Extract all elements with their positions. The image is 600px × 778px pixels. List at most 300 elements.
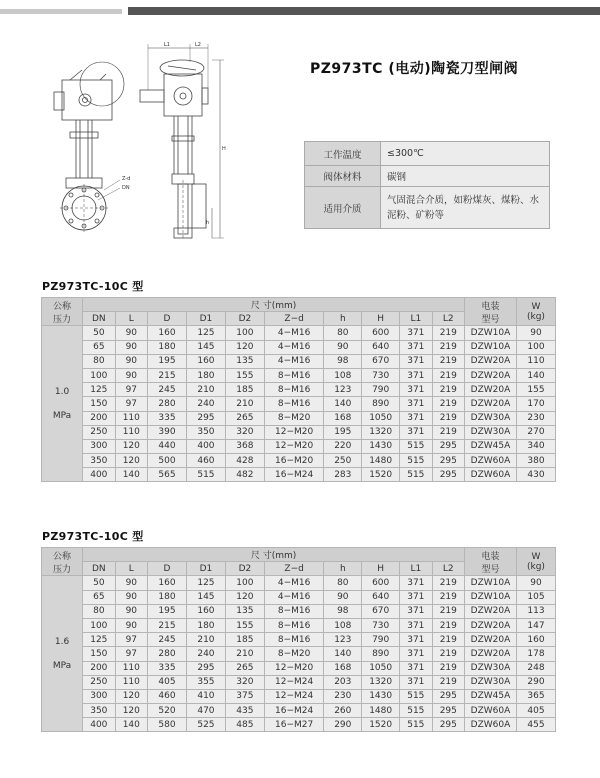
spec-row	[305, 166, 550, 187]
table-cell: DZW10A	[465, 590, 517, 604]
table-cell: 355	[186, 675, 225, 689]
table-cell: 180	[186, 368, 225, 382]
table-cell: 219	[432, 383, 464, 397]
table-cell: 230	[324, 689, 362, 703]
table-cell: DZW20A	[465, 618, 517, 632]
table-cell: 371	[400, 675, 432, 689]
table-cell: 90	[115, 340, 147, 354]
table-row	[42, 383, 556, 397]
table-row	[42, 439, 556, 453]
table-cell: 890	[362, 647, 400, 661]
table-cell: 245	[148, 633, 187, 647]
table-cell: 435	[225, 704, 264, 718]
spec-row	[305, 187, 550, 229]
table-cell: 16−M24	[264, 704, 324, 718]
column-header: L	[115, 312, 147, 326]
pressure-header	[42, 548, 83, 576]
table-cell: 295	[186, 661, 225, 675]
table-cell: 168	[324, 411, 362, 425]
table-cell: 8−M16	[264, 604, 324, 618]
pressure-cell	[42, 576, 83, 732]
table-cell: 400	[83, 718, 115, 732]
spec-value: ≤300℃	[381, 142, 550, 166]
table-cell: 400	[186, 439, 225, 453]
table-cell: 140	[516, 368, 555, 382]
actuator-header-line1: 电装	[481, 301, 500, 312]
spec-key: 阀体材料	[305, 166, 381, 187]
table-cell: 100	[83, 368, 115, 382]
table-cell: 195	[148, 354, 187, 368]
table-cell: DZW20A	[465, 368, 517, 382]
table-cell: 219	[432, 590, 464, 604]
table-cell: 8−M16	[264, 633, 324, 647]
table-cell: 219	[432, 397, 464, 411]
table-cell: DZW30A	[465, 425, 517, 439]
table-cell: 12−M24	[264, 689, 324, 703]
table-cell: 90	[115, 576, 147, 590]
table-cell: 195	[324, 425, 362, 439]
table-cell: 295	[432, 468, 464, 482]
table-cell: 160	[148, 326, 187, 340]
table-cell: DZW20A	[465, 647, 517, 661]
table-cell: 120	[115, 704, 147, 718]
table-cell: 155	[516, 383, 555, 397]
spec-key: 适用介质	[305, 187, 381, 229]
table-row	[42, 425, 556, 439]
table-cell: 4−M16	[264, 354, 324, 368]
table-cell: 730	[362, 618, 400, 632]
table-cell: 8−M16	[264, 368, 324, 382]
table-cell: 210	[225, 397, 264, 411]
table-cell: 240	[186, 397, 225, 411]
table-cell: 470	[186, 704, 225, 718]
table-cell: 8−M20	[264, 411, 324, 425]
actuator-header-line2: 型号	[481, 314, 500, 325]
table-cell: 260	[324, 704, 362, 718]
table-cell: 4−M16	[264, 340, 324, 354]
actuator-header-line2: 型号	[481, 564, 500, 575]
table-cell: DZW60A	[465, 704, 517, 718]
table-cell: 108	[324, 618, 362, 632]
column-header: L	[115, 562, 147, 576]
table-row	[42, 454, 556, 468]
table-cell: 110	[516, 354, 555, 368]
table-cell: 1430	[362, 439, 400, 453]
table-cell: 12−M20	[264, 425, 324, 439]
table-cell: 1520	[362, 718, 400, 732]
table-cell: DZW20A	[465, 633, 517, 647]
table-cell: 335	[148, 661, 187, 675]
table-cell: 219	[432, 633, 464, 647]
column-header: L2	[432, 562, 464, 576]
table-cell: 400	[83, 468, 115, 482]
table-cell: 98	[324, 604, 362, 618]
table-cell: 515	[400, 454, 432, 468]
table-cell: 120	[225, 340, 264, 354]
table-cell: 1480	[362, 454, 400, 468]
pressure-cell	[42, 326, 83, 482]
table-cell: 16−M24	[264, 468, 324, 482]
table-cell: 168	[324, 661, 362, 675]
table-cell: 200	[83, 661, 115, 675]
table-cell: 248	[516, 661, 555, 675]
table-cell: 250	[83, 675, 115, 689]
table-cell: 105	[516, 590, 555, 604]
table-cell: 140	[115, 718, 147, 732]
table-cell: 371	[400, 368, 432, 382]
column-header: L1	[400, 562, 432, 576]
drawing-label-h: H	[222, 146, 226, 152]
table-cell: 145	[186, 590, 225, 604]
actuator-header	[465, 548, 517, 576]
table-cell: 428	[225, 454, 264, 468]
table-cell: 300	[83, 439, 115, 453]
valve-drawing	[40, 40, 240, 250]
table-cell: 295	[432, 718, 464, 732]
table-cell: 12−M24	[264, 675, 324, 689]
top-banner	[0, 7, 600, 15]
table-cell: 600	[362, 576, 400, 590]
table-cell: 335	[148, 411, 187, 425]
table-cell: 8−M16	[264, 618, 324, 632]
table-cell: 1480	[362, 704, 400, 718]
table-cell: 210	[225, 647, 264, 661]
table-cell: 1320	[362, 425, 400, 439]
table-cell: 219	[432, 675, 464, 689]
table-cell: 178	[516, 647, 555, 661]
table-cell: 140	[324, 397, 362, 411]
table-cell: 219	[432, 647, 464, 661]
table-row	[42, 411, 556, 425]
table-cell: 120	[225, 590, 264, 604]
table-cell: 371	[400, 576, 432, 590]
table-cell: DZW20A	[465, 354, 517, 368]
table-row	[42, 397, 556, 411]
table-cell: 219	[432, 661, 464, 675]
table-cell: 8−M16	[264, 383, 324, 397]
table-cell: 245	[148, 383, 187, 397]
table-row	[42, 340, 556, 354]
table-cell: 219	[432, 576, 464, 590]
table-cell: 210	[186, 383, 225, 397]
table-row	[42, 718, 556, 732]
table-row	[42, 661, 556, 675]
table-cell: 515	[400, 439, 432, 453]
table-cell: 125	[83, 383, 115, 397]
column-header: L1	[400, 312, 432, 326]
table-cell: 219	[432, 340, 464, 354]
table-cell: 515	[186, 468, 225, 482]
table-cell: 16−M27	[264, 718, 324, 732]
pressure-header-line1: 公称	[53, 551, 72, 562]
table-cell: 350	[186, 425, 225, 439]
column-header: H	[362, 312, 400, 326]
table-cell: 390	[148, 425, 187, 439]
column-header: Z−d	[264, 562, 324, 576]
table-row	[42, 675, 556, 689]
table-cell: 90	[324, 340, 362, 354]
table-cell: 150	[83, 397, 115, 411]
drawing-label-h-small: h	[206, 220, 210, 226]
table-row	[42, 704, 556, 718]
table-cell: 485	[225, 718, 264, 732]
table-cell: 515	[400, 689, 432, 703]
table-cell: 500	[148, 454, 187, 468]
table-cell: 368	[225, 439, 264, 453]
table-cell: 120	[115, 689, 147, 703]
table-cell: 160	[186, 354, 225, 368]
table-cell: DZW10A	[465, 326, 517, 340]
table-cell: 100	[83, 618, 115, 632]
table-cell: 90	[115, 618, 147, 632]
table-cell: 160	[516, 633, 555, 647]
table-cell: 145	[186, 340, 225, 354]
table-cell: 890	[362, 397, 400, 411]
table-cell: 8−M16	[264, 397, 324, 411]
table-row	[42, 326, 556, 340]
table-cell: 80	[324, 326, 362, 340]
table-cell: 371	[400, 340, 432, 354]
table-cell: DZW60A	[465, 718, 517, 732]
table-cell: 290	[324, 718, 362, 732]
table-cell: 283	[324, 468, 362, 482]
table-cell: 230	[516, 411, 555, 425]
drawing-label-dn: DN	[122, 185, 130, 191]
banner-light-strip	[0, 9, 122, 14]
table-cell: 280	[148, 397, 187, 411]
table-cell: 250	[83, 425, 115, 439]
table-cell: DZW20A	[465, 397, 517, 411]
table-cell: 371	[400, 604, 432, 618]
table-cell: 515	[400, 718, 432, 732]
table-cell: 340	[516, 439, 555, 453]
table-cell: 640	[362, 590, 400, 604]
table-cell: 80	[83, 604, 115, 618]
spec-value: 碳钢	[381, 166, 550, 187]
table-cell: 270	[516, 425, 555, 439]
table-cell: 525	[186, 718, 225, 732]
table-cell: 180	[186, 618, 225, 632]
table-cell: DZW60A	[465, 454, 517, 468]
column-header: D2	[225, 312, 264, 326]
table-cell: 371	[400, 425, 432, 439]
table-row	[42, 590, 556, 604]
table-cell: 300	[83, 689, 115, 703]
table-cell: 120	[115, 439, 147, 453]
table-cell: 160	[186, 604, 225, 618]
table-cell: 140	[115, 468, 147, 482]
table-cell: 147	[516, 618, 555, 632]
table-cell: 125	[186, 576, 225, 590]
table-cell: 100	[516, 340, 555, 354]
table-cell: 371	[400, 590, 432, 604]
table-cell: 219	[432, 326, 464, 340]
table-row	[42, 354, 556, 368]
table-cell: 580	[148, 718, 187, 732]
table-cell: DZW60A	[465, 468, 517, 482]
table-row	[42, 689, 556, 703]
table-cell: 371	[400, 326, 432, 340]
drawing-label-l2: L2	[195, 42, 201, 48]
table-row	[42, 647, 556, 661]
table-cell: 160	[148, 576, 187, 590]
table-cell: 371	[400, 618, 432, 632]
column-header: h	[324, 562, 362, 576]
table-cell: 371	[400, 647, 432, 661]
table-cell: 350	[83, 704, 115, 718]
table-cell: 50	[83, 326, 115, 340]
table-cell: 730	[362, 368, 400, 382]
table-title-1: PZ973TC-10C 型	[42, 280, 144, 293]
table-cell: 12−M20	[264, 439, 324, 453]
table-cell: 295	[432, 439, 464, 453]
table-cell: 460	[186, 454, 225, 468]
table-cell: 4−M16	[264, 576, 324, 590]
table-cell: 108	[324, 368, 362, 382]
table-cell: 80	[324, 576, 362, 590]
weight-header-line1: W	[531, 301, 541, 312]
table-cell: 195	[148, 604, 187, 618]
table-cell: 97	[115, 633, 147, 647]
table-cell: 180	[148, 340, 187, 354]
table-cell: 265	[225, 411, 264, 425]
table-cell: 120	[115, 454, 147, 468]
table-cell: 16−M20	[264, 454, 324, 468]
column-header: D2	[225, 562, 264, 576]
column-header: h	[324, 312, 362, 326]
table-cell: DZW45A	[465, 689, 517, 703]
table-cell: 50	[83, 576, 115, 590]
table-cell: 110	[115, 411, 147, 425]
table-cell: 65	[83, 590, 115, 604]
table-cell: 371	[400, 633, 432, 647]
table-cell: 405	[148, 675, 187, 689]
pressure-header-line2: 压力	[53, 564, 72, 575]
table-cell: 295	[432, 704, 464, 718]
table-cell: 97	[115, 647, 147, 661]
table-cell: 90	[115, 326, 147, 340]
table-cell: 123	[324, 633, 362, 647]
table-cell: 371	[400, 397, 432, 411]
table-cell: 98	[324, 354, 362, 368]
table-cell: 455	[516, 718, 555, 732]
table-cell: DZW30A	[465, 675, 517, 689]
table-cell: 219	[432, 354, 464, 368]
table-row	[42, 368, 556, 382]
pressure-value: 1.0	[54, 386, 70, 397]
table-cell: 280	[148, 647, 187, 661]
table-cell: 600	[362, 326, 400, 340]
table-cell: 125	[186, 326, 225, 340]
actuator-header	[465, 298, 517, 326]
table-cell: 405	[516, 704, 555, 718]
table-cell: 80	[83, 354, 115, 368]
table-cell: 250	[324, 454, 362, 468]
table-cell: 265	[225, 661, 264, 675]
column-header: DN	[83, 312, 115, 326]
table-cell: 8−M20	[264, 647, 324, 661]
table-cell: 670	[362, 354, 400, 368]
table-cell: 295	[432, 689, 464, 703]
column-header: D1	[186, 312, 225, 326]
table-cell: 410	[186, 689, 225, 703]
table-cell: 210	[186, 633, 225, 647]
table-cell: DZW45A	[465, 439, 517, 453]
pressure-value: 1.6	[54, 636, 70, 647]
pressure-header-line2: 压力	[53, 314, 72, 325]
table-cell: 670	[362, 604, 400, 618]
table-cell: 155	[225, 368, 264, 382]
table-cell: 219	[432, 368, 464, 382]
table-cell: 365	[516, 689, 555, 703]
table-cell: 295	[432, 454, 464, 468]
table-cell: 371	[400, 354, 432, 368]
table-cell: 375	[225, 689, 264, 703]
table-cell: 1320	[362, 675, 400, 689]
table-cell: 135	[225, 604, 264, 618]
table-cell: 90	[115, 590, 147, 604]
table-row	[42, 633, 556, 647]
table-cell: 460	[148, 689, 187, 703]
weight-header-line2: (kg)	[527, 311, 545, 322]
table-cell: 90	[115, 368, 147, 382]
table-cell: 482	[225, 468, 264, 482]
weight-header-line2: (kg)	[527, 561, 545, 572]
table-cell: 219	[432, 604, 464, 618]
table-cell: 515	[400, 468, 432, 482]
page-title: PZ973TC (电动)陶瓷刀型闸阀	[310, 61, 519, 77]
actuator-header-line1: 电装	[481, 551, 500, 562]
table-cell: 4−M16	[264, 326, 324, 340]
spec-key: 工作温度	[305, 142, 381, 166]
column-header: Z−d	[264, 312, 324, 326]
pressure-unit: MPa	[52, 410, 72, 421]
table-cell: 185	[225, 633, 264, 647]
pressure-header-line1: 公称	[53, 301, 72, 312]
table-cell: 371	[400, 411, 432, 425]
weight-header	[516, 548, 555, 576]
table-cell: 371	[400, 383, 432, 397]
table-cell: 90	[516, 576, 555, 590]
table-cell: 170	[516, 397, 555, 411]
table-cell: 219	[432, 618, 464, 632]
drawing-label-zd: Z-d	[122, 176, 131, 182]
column-header: D1	[186, 562, 225, 576]
table-cell: 180	[148, 590, 187, 604]
table-cell: DZW20A	[465, 604, 517, 618]
table-row	[42, 618, 556, 632]
table-cell: 220	[324, 439, 362, 453]
table-cell: 790	[362, 633, 400, 647]
table-cell: 90	[115, 604, 147, 618]
table-cell: 110	[115, 661, 147, 675]
table-cell: 90	[516, 326, 555, 340]
dimension-table-1	[41, 297, 556, 482]
table-cell: 140	[324, 647, 362, 661]
table-cell: 1430	[362, 689, 400, 703]
table-cell: 350	[83, 454, 115, 468]
table-cell: 215	[148, 368, 187, 382]
table-cell: 371	[400, 661, 432, 675]
dimension-group-header: 尺 寸(mm)	[83, 548, 465, 562]
table-cell: 380	[516, 454, 555, 468]
table-cell: 240	[186, 647, 225, 661]
table-cell: 90	[115, 354, 147, 368]
table-cell: 515	[400, 704, 432, 718]
table-cell: 440	[148, 439, 187, 453]
dimension-table-2	[41, 547, 556, 732]
spec-row	[305, 142, 550, 166]
